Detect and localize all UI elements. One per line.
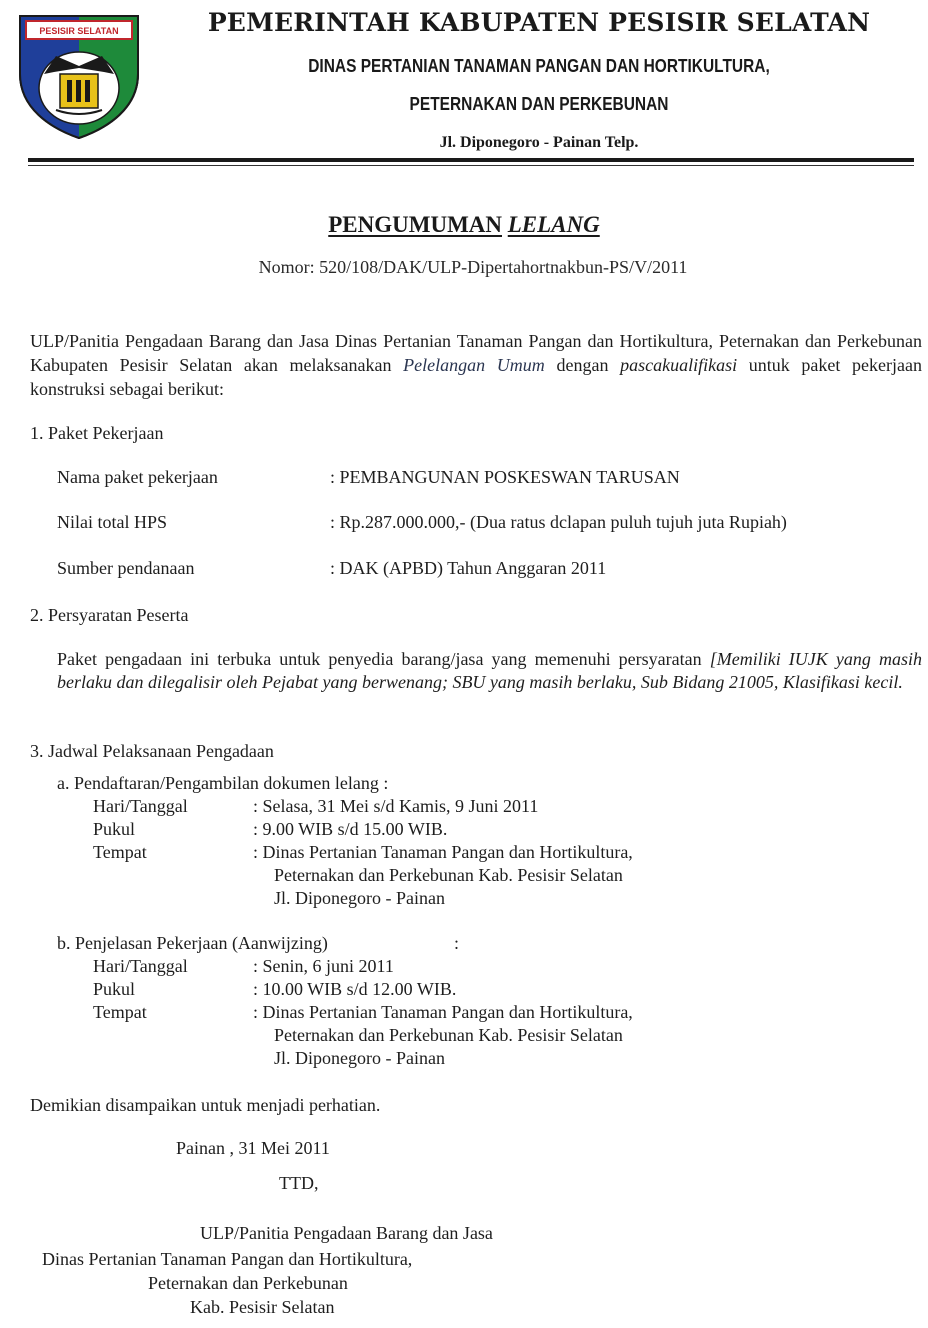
letterhead-department-line2: PETERNAKAN DAN PERKEBUNAN [409,94,669,114]
section2-heading: 2. Persyaratan Peserta [30,605,189,625]
letterhead-address: Jl. Diponegoro - Painan Telp. [439,134,639,151]
funding-source-value: : DAK (APBD) Tahun Anggaran 2011 [330,558,607,578]
title-word-auction: LELANG [507,212,600,237]
schedule-b-place-line3: Jl. Diponegoro - Painan [274,1048,445,1068]
closing-statement: Demikian disampaikan untuk menjadi perhatian. [30,1095,381,1115]
letterhead-divider-thick [28,158,914,162]
document-number: Nomor: 520/108/DAK/ULP-Dipertahortnakbun-PS/V/2011 [258,257,688,277]
section3-heading: 3. Jadwal Pelaksanaan Pengadaan [30,741,274,761]
letterhead-department-line1: DINAS PERTANIAN TANAMAN PANGAN DAN HORTIKULTURA, [308,56,770,76]
schedule-b-place-value: : Dinas Pertanian Tanaman Pangan dan Hortikultura, [253,1002,633,1022]
signatory-line3: Peternakan dan Perkebunan [148,1273,348,1293]
title-word-announcement: PENGUMUMAN [328,212,502,237]
section1-heading: 1. Paket Pekerjaan [30,423,164,443]
schedule-a-title: a. Pendaftaran/Pengambilan dokumen lelang : [57,773,389,793]
participant-requirements-paragraph [57,648,922,694]
hps-value-value: : Rp.287.000.000,- (Dua ratus dclapan puluh tujuh juta Rupiah) [330,512,787,532]
requirements-text: Paket pengadaan ini terbuka untuk penyedia barang/jasa yang memenuhi persyaratan [57,649,710,669]
schedule-a-time-label: Pukul [93,819,136,839]
funding-source-label: Sumber pendanaan [57,558,195,578]
regency-coat-of-arms-logo [16,12,142,140]
schedule-a-date-label: Hari/Tanggal [93,796,188,816]
intro-text-1: ULP/Panitia Pengadaan Barang dan Jasa Dinas Pertanian Tanaman Pangan dan Hortikultura, Peternakan dan Perkebunan Kabupaten Pesisir Selatan akan melaksanakan [30,331,922,375]
intro-italic-public-auction: Pelelangan Umum [403,355,545,375]
package-name-label: Nama paket pekerjaan [57,467,218,487]
schedule-a-date-value: : Selasa, 31 Mei s/d Kamis, 9 Juni 2011 [253,796,539,816]
schedule-a-place-line2: Peternakan dan Perkebunan Kab. Pesisir Selatan [274,865,623,885]
schedule-b-place-line2: Peternakan dan Perkebunan Kab. Pesisir Selatan [274,1025,623,1045]
schedule-b-title: b. Penjelasan Pekerjaan (Aanwijzing) [57,933,328,953]
schedule-a-time-value: : 9.00 WIB s/d 15.00 WIB. [253,819,448,839]
signed-mark: TTD, [279,1173,319,1193]
document-title [0,212,928,238]
hps-value-label: Nilai total HPS [57,512,168,532]
logo-text: PESISIR SELATAN [39,26,119,36]
place-and-date: Painan , 31 Mei 2011 [176,1138,330,1158]
letterhead-divider-thin [28,165,914,166]
schedule-a-place-label: Tempat [93,842,147,862]
intro-text-2: dengan [544,355,621,375]
letterhead-government-name: PEMERINTAH KABUPATEN PESISIR SELATAN [207,8,871,37]
schedule-a-place-value: : Dinas Pertanian Tanaman Pangan dan Hortikultura, [253,842,633,862]
schedule-b-date-value: : Senin, 6 juni 2011 [253,956,394,976]
signatory-line4: Kab. Pesisir Selatan [190,1297,335,1317]
schedule-b-date-label: Hari/Tanggal [93,956,188,976]
signatory-line1: ULP/Panitia Pengadaan Barang dan Jasa [200,1223,493,1243]
intro-paragraph [30,329,922,401]
signatory-line2: Dinas Pertanian Tanaman Pangan dan Hortikultura, [42,1249,413,1269]
schedule-b-title-colon: : [454,933,460,953]
requirements-italic-text: [Memiliki IUJK yang masih berlaku dan dilegalisir oleh Pejabat yang berwenang; SBU yang masih berlaku, Sub Bidang 21005, Klasifikasi kecil. [57,649,922,692]
schedule-b-time-value: : 10.00 WIB s/d 12.00 WIB. [253,979,457,999]
intro-text-3: untuk paket pekerjaan konstruksi sebagai berikut: [30,355,922,399]
schedule-b-place-label: Tempat [93,1002,147,1022]
package-name-value: : PEMBANGUNAN POSKESWAN TARUSAN [330,467,680,487]
schedule-b-time-label: Pukul [93,979,136,999]
schedule-a-place-line3: Jl. Diponegoro - Painan [274,888,445,908]
intro-italic-postqualification: pascakualifikasi [620,355,738,375]
